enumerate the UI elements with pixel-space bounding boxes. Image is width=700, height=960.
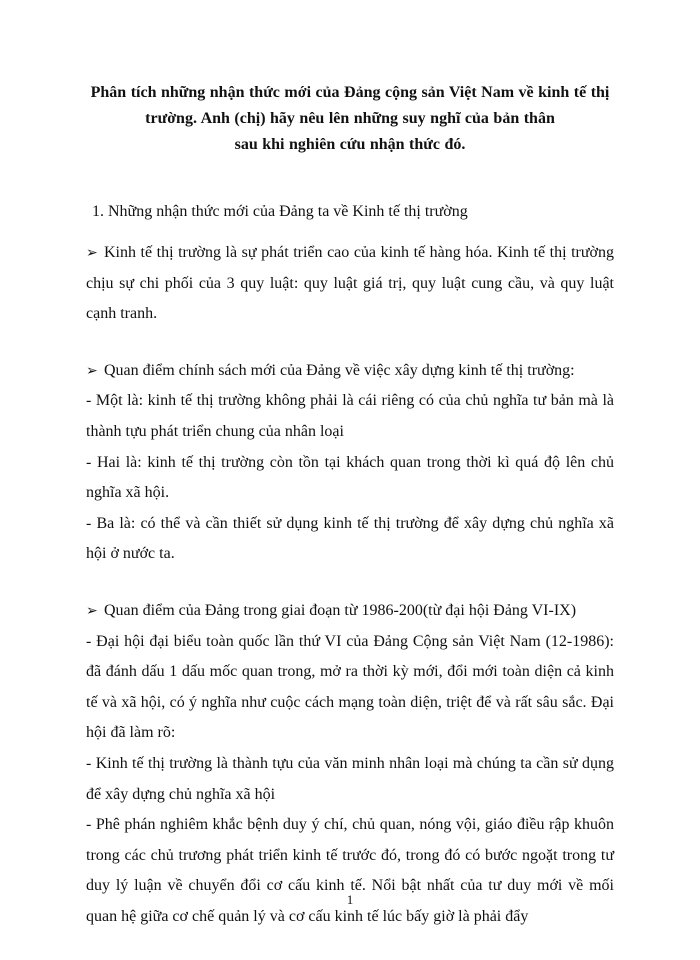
paragraph-period-intro (86, 596, 614, 627)
arrow-bullet-icon: ➢ (86, 245, 98, 261)
paragraph-text: Quan điểm của Đảng trong giai đoạn từ 1986-200(từ đại hội Đảng VI-IX) (104, 601, 577, 619)
arrow-bullet-icon: ➢ (86, 362, 98, 379)
list-item: - Đại hội đại biểu toàn quốc lần thứ VI của Đảng Cộng sản Việt Nam (12-1986): đã đánh dấu 1 dấu mốc quan trong, mở ra thời kỳ mới, đổi mới toàn diện cả kinh tế và xã hội, có ý nghĩa như cuộc cách mạng toàn diện, triệt để và rất sâu sắc. Đại hội đã làm rõ: (86, 632, 614, 742)
paragraph-market-economy (86, 238, 614, 330)
document-title (70, 80, 630, 158)
paragraph-text: Quan điểm chính sách mới của Đảng về việc xây dựng kinh tế thị trường: (104, 361, 575, 379)
section-heading: 1. Những nhận thức mới của Đảng ta về Kinh tế thị trường (92, 203, 468, 220)
list-item: - Ba là: có thể và cần thiết sử dụng kinh tế thị trường để xây dựng chủ nghĩa xã hội ở nước ta. (86, 514, 614, 563)
list-item: - Một là: kinh tế thị trường không phải là cái riêng có của chủ nghĩa tư bản mà là thành tựu phát triển chung của nhân loại (86, 392, 614, 440)
page-number: 1 (346, 892, 354, 907)
document-body (86, 238, 614, 932)
list-item: - Kinh tế thị trường là thành tựu của văn minh nhân loại mà chúng ta cần sử dụng để xây dựng chủ nghĩa xã hội (86, 754, 614, 803)
arrow-bullet-icon: ➢ (86, 602, 98, 619)
paragraph-text: Kinh tế thị trường là sự phát triển cao của kinh tế hàng hóa. Kinh tế thị trường chịu sự chi phối của 3 quy luật: quy luật giá trị, quy luật cung cầu, và quy luật cạnh tranh. (86, 244, 614, 323)
title-line-2: trường. Anh (chị) hãy nêu lên những suy nghĩ của bản thân (145, 110, 555, 127)
paragraph-policy-intro (86, 356, 614, 387)
list-item: - Hai là: kinh tế thị trường còn tồn tại khách quan trong thời kì quá độ lên chủ nghĩa xã hội. (86, 453, 614, 502)
title-line-1: Phân tích những nhận thức mới của Đảng cộng sản Việt Nam về kinh tế thị (90, 84, 610, 101)
list-item: - Phê phán nghiêm khắc bệnh duy ý chí, chủ quan, nóng vội, giáo điều rập khuôn trong các chủ trương phát triển kinh tế trước đó, trong đó có bước ngoặt trong tư duy lý luận về chuyển đổi cơ cấu kinh tế. Nổi bật nhất của tư duy mới về mối quan hệ giữa cơ chế quản lý và cơ cấu kinh tế lúc bấy giờ là phải đẩy (86, 816, 614, 925)
title-line-3: sau khi nghiên cứu nhận thức đó. (234, 136, 466, 153)
